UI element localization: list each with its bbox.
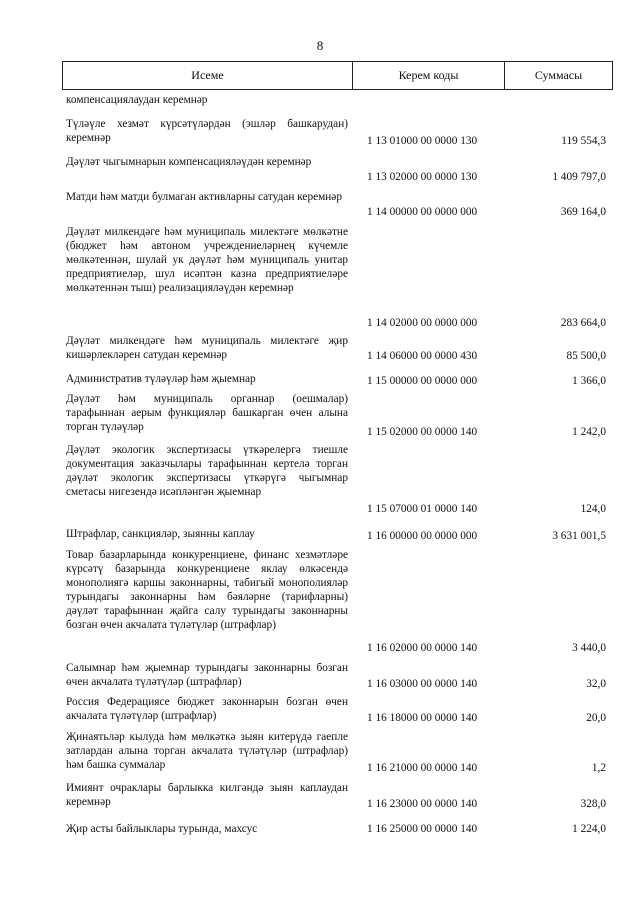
row-sum: 1 409 797,0: [552, 171, 606, 183]
row-code: 1 14 00000 00 0000 000: [367, 206, 478, 218]
row-name: Матди һәм матди булмаган активларны сатудан керемнәр: [66, 191, 342, 203]
row-name: Дәүләт чыгымнарын компенсацияләүдән керемнәр: [66, 156, 312, 168]
row-code: 1 14 06000 00 0000 430: [367, 350, 478, 362]
row-code: 1 13 01000 00 0000 130: [367, 135, 478, 147]
row-name: компенсациялаудан керемнәр: [66, 94, 208, 106]
row-name: Россия Федерациясе бюджет законнарын бозган өчен акчалата түләтүләр (штрафлар): [66, 696, 348, 722]
row-sum: 1 242,0: [572, 426, 606, 438]
row-name: Дәүләт экологик экспертизасы үткәрелергә тиешле документация заказчылары тарафыннан кертелә торган дәүләт экологик экспертизасы үткәрүгә чыгымнар сметасы нигезендә исәпләнгән җыемнар: [66, 444, 348, 498]
row-sum: 1,2: [591, 762, 606, 774]
row-sum: 328,0: [580, 798, 606, 810]
row-code: 1 16 00000 00 0000 000: [367, 530, 478, 542]
row-name: Имиянт очраклары барлыкка килгәндә зыян каплаудан керемнәр: [66, 782, 348, 808]
row-code: 1 13 02000 00 0000 130: [367, 171, 478, 183]
row-name: Җир асты байлыклары турында, махсус: [66, 823, 258, 835]
row-sum: 283 664,0: [560, 317, 606, 329]
row-code: 1 15 07000 01 0000 140: [367, 503, 478, 515]
row-code: 1 14 02000 00 0000 000: [367, 317, 478, 329]
row-sum: 85 500,0: [566, 350, 606, 362]
row-sum: 1 224,0: [572, 823, 606, 835]
row-name: Дәүләт һәм муниципаль органнар (оешмалар) тарафыннан аерым функцияләр башкарган өчен алына торган түләүләр: [66, 393, 348, 433]
row-code: 1 16 03000 00 0000 140: [367, 678, 478, 690]
row-name: Түләүле хезмәт күрсәтүләрдән (эшләр башкарудан) керемнәр: [66, 118, 348, 144]
row-sum: 369 164,0: [560, 206, 606, 218]
row-code: 1 16 18000 00 0000 140: [367, 712, 478, 724]
row-sum: 32,0: [586, 678, 606, 690]
row-code: 1 16 25000 00 0000 140: [367, 823, 478, 835]
row-name: Административ түләүләр һәм җыемнар: [66, 373, 256, 385]
row-sum: 124,0: [580, 503, 606, 515]
row-name: Дәүләт милкендәге һәм муниципаль милектәге җир кишәрлекләрен сатудан керемнәр: [66, 335, 348, 361]
row-code: 1 16 02000 00 0000 140: [367, 642, 478, 654]
row-sum: 3 631 001,5: [552, 530, 606, 542]
header-code: Керем коды: [353, 62, 505, 89]
row-sum: 119 554,3: [561, 135, 606, 147]
page-number: 8: [316, 38, 324, 53]
row-sum: 1 366,0: [572, 375, 606, 387]
row-sum: 3 440,0: [572, 642, 606, 654]
row-name: Дәүләт милкендәге һәм муниципаль милектәге мөлкәтне (бюджет һәм автоном учреждениеләрнең күчемле мөлкәтеннән, шулай ук дәүләт һәм муниципаль унитар предприятиеләр, шул исәптән казна предприятиеләре мөлкәтеннән тыш) реализацияләүдән керемнәр: [66, 226, 348, 294]
row-code: 1 15 02000 00 0000 140: [367, 426, 478, 438]
row-name: Салымнар һәм җыемнар турындагы законнарны бозган өчен акчалата түләтүләр (штрафлар): [66, 662, 348, 688]
header-name: Исеме: [63, 62, 353, 89]
row-name: Җинаятьләр кылуда һәм мөлкәткә зыян китерүдә гаепле затлардан алына торган акчалата түләтүләр (штрафлар) һәм башка суммалар: [66, 731, 348, 771]
header-sum: Суммасы: [534, 68, 583, 82]
row-code: 1 15 00000 00 0000 000: [367, 375, 478, 387]
row-code: 1 16 23000 00 0000 140: [367, 798, 478, 810]
row-code: 1 16 21000 00 0000 140: [367, 762, 478, 774]
row-name: Товар базарларында конкуренциене, финанс хезмәтләре күрсәтү базарында конкуренциене яклау өлкәсендә монополиягә каршы законнарны, табигый монополияләр турындагы законнарны һәм бәяләрне (тарифларны) дәүләт тарафыннан җайга салу турындагы законнарны бозган өчен акчалата түләтүләр (штрафлар): [66, 549, 348, 631]
row-sum: 20,0: [586, 712, 606, 724]
row-name: Штрафлар, санкцияләр, зыянны каплау: [66, 528, 255, 540]
